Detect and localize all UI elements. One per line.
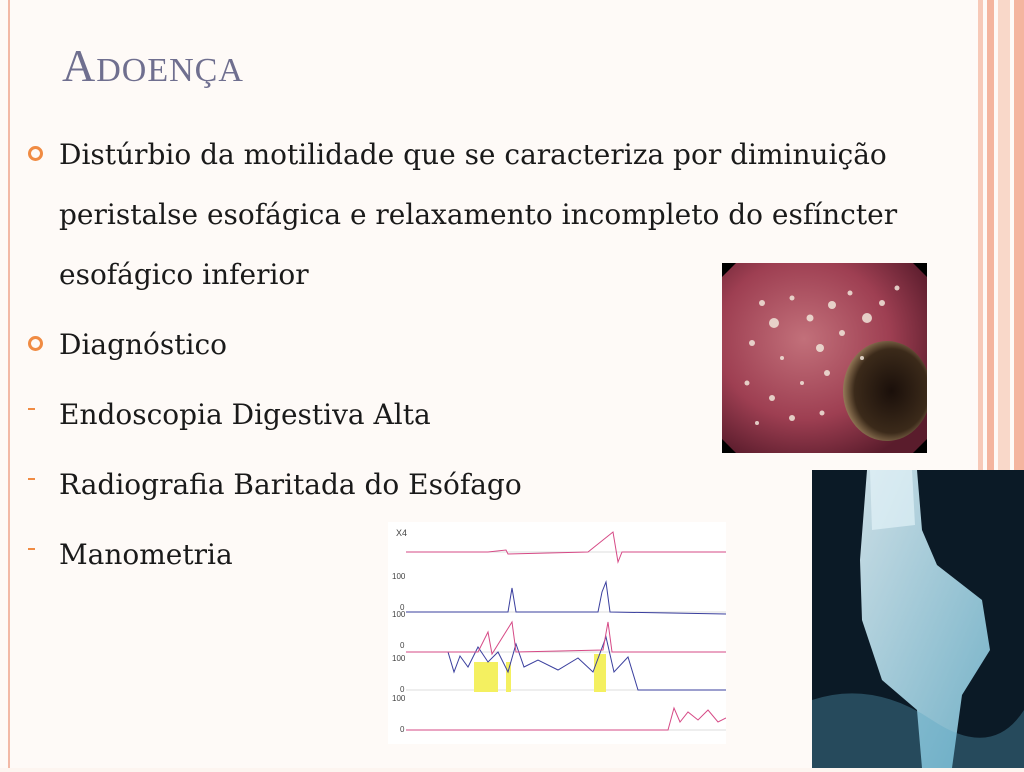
barium-xray-image — [812, 470, 1024, 768]
left-frame-line — [8, 0, 10, 768]
list-item-text: Diagnóstico — [59, 328, 228, 361]
dash-bullet-icon — [28, 478, 35, 480]
manometry-axis-label: 100 — [392, 694, 406, 703]
manometry-scale-label: X4 — [396, 528, 408, 538]
list-item-text: Radiografia Baritada do Esófago — [59, 468, 522, 501]
manometry-axis-label: 0 — [400, 725, 405, 734]
ring-bullet-icon — [28, 336, 43, 351]
list-item-text: Manometria — [59, 538, 233, 571]
list-item-text: Endoscopia Digestiva Alta — [59, 398, 431, 431]
manometry-axis-label: 100 — [392, 654, 406, 663]
slide-title-initial: A — [62, 40, 97, 91]
ring-bullet-icon — [28, 146, 43, 161]
manometry-tracing-image — [388, 522, 726, 744]
slide-title — [62, 38, 244, 99]
dash-bullet-icon — [28, 408, 35, 410]
endoscopy-image — [722, 263, 927, 453]
list-item-text: Distúrbio da motilidade que se caracteriza por diminuição peristalse esofágica e relaxamento incompleto do esfíncter esofágico inferior — [59, 138, 898, 291]
slide-title-rest: DOENÇA — [96, 52, 244, 89]
manometry-axis-label: 100 — [392, 610, 406, 619]
manometry-axis-label: 100 — [392, 572, 406, 581]
dash-bullet-icon — [28, 548, 35, 550]
manometry-axis-label: 0 — [400, 641, 405, 650]
manometry-axis-label: 0 — [400, 603, 405, 612]
manometry-axis-label: 0 — [400, 685, 405, 694]
